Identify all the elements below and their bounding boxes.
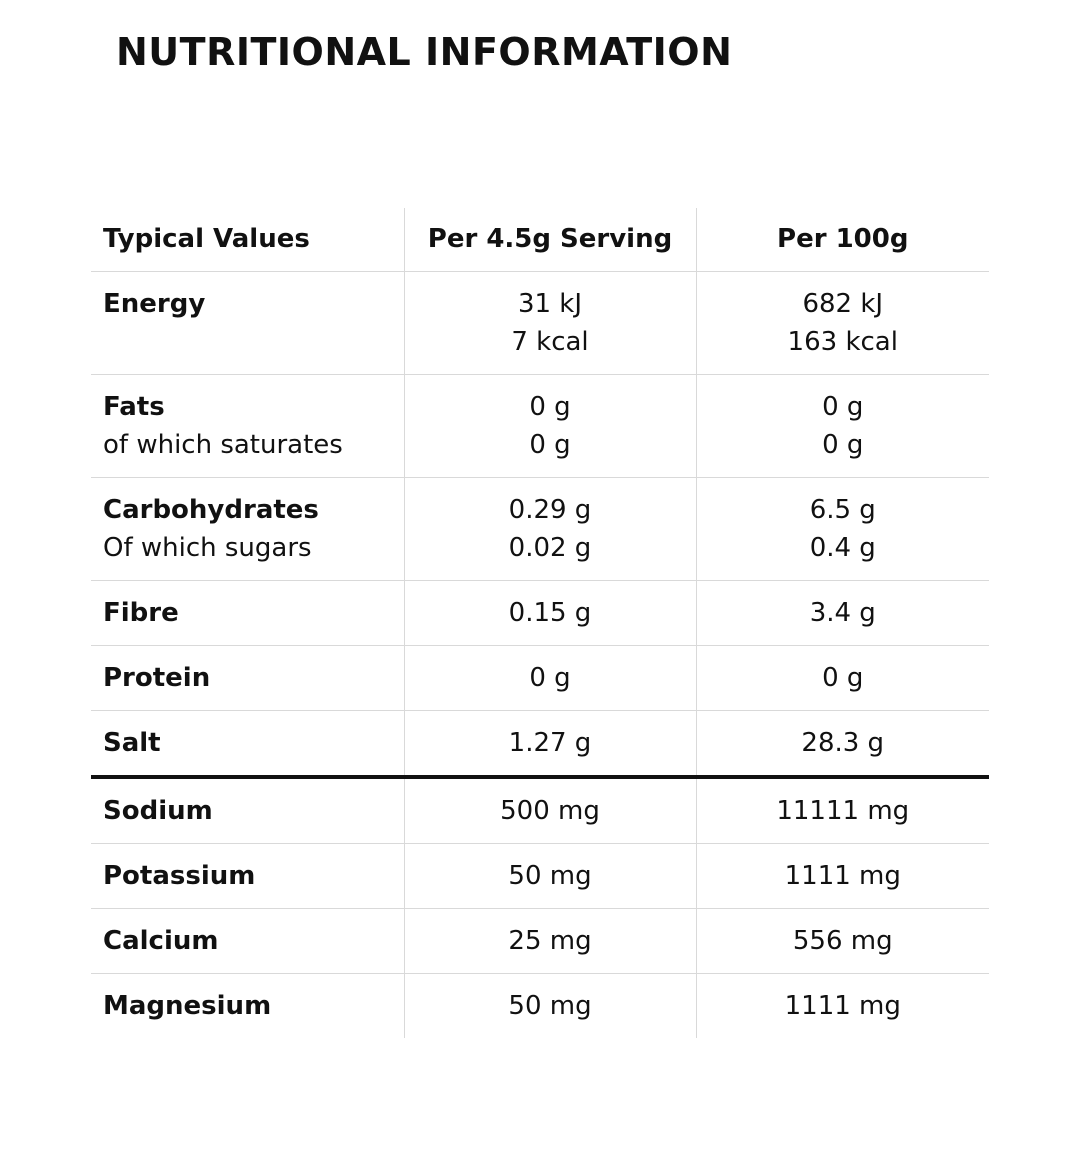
per-serving-value: 0 g xyxy=(529,429,571,460)
row-label xyxy=(91,477,404,580)
per-serving-cell xyxy=(404,374,696,477)
header-typical-values: Typical Values xyxy=(91,208,404,271)
row-label xyxy=(91,908,404,973)
per-100g-value: 11111 mg xyxy=(696,777,989,844)
per-serving-value: 0 g xyxy=(529,391,571,422)
nutrient-name: Salt xyxy=(103,727,161,758)
nutrition-table-container xyxy=(91,208,989,1038)
row-label xyxy=(91,580,404,645)
table-row-salt xyxy=(91,710,989,777)
page-title: NUTRITIONAL INFORMATION xyxy=(116,30,733,74)
nutrition-table xyxy=(91,208,989,1038)
row-label xyxy=(91,374,404,477)
per-serving-cell xyxy=(404,271,696,374)
header-per-serving: Per 4.5g Serving xyxy=(404,208,696,271)
per-100g-value: 28.3 g xyxy=(696,710,989,777)
nutrient-sub-name: of which saturates xyxy=(103,429,343,460)
nutrient-name: Energy xyxy=(103,288,206,319)
row-label xyxy=(91,973,404,1038)
nutrient-name: Magnesium xyxy=(103,990,272,1021)
per-serving-value: 1.27 g xyxy=(404,710,696,777)
nutrient-name: Fats xyxy=(103,391,165,422)
per-serving-value: 50 mg xyxy=(404,973,696,1038)
per-100g-cell xyxy=(696,374,989,477)
per-100g-value: 0 g xyxy=(822,429,864,460)
nutrient-name: Carbohydrates xyxy=(103,494,319,525)
row-label xyxy=(91,710,404,777)
per-100g-value: 1111 mg xyxy=(696,843,989,908)
header-per-100g: Per 100g xyxy=(696,208,989,271)
per-serving-value: 0.15 g xyxy=(404,580,696,645)
per-serving-value: 50 mg xyxy=(404,843,696,908)
nutrient-name: Calcium xyxy=(103,925,219,956)
row-label xyxy=(91,843,404,908)
table-row-carbohydrates xyxy=(91,477,989,580)
nutrient-name: Fibre xyxy=(103,597,179,628)
per-100g-value: 556 mg xyxy=(696,908,989,973)
nutrient-sub-name: Of which sugars xyxy=(103,532,312,563)
per-100g-value: 6.5 g xyxy=(809,494,876,525)
per-serving-value: 0.29 g xyxy=(508,494,592,525)
table-row-fibre xyxy=(91,580,989,645)
per-100g-value: 0 g xyxy=(696,645,989,710)
per-serving-value: 0.02 g xyxy=(508,532,592,563)
nutrient-name: Protein xyxy=(103,662,211,693)
per-serving-value: 25 mg xyxy=(404,908,696,973)
per-100g-value: 3.4 g xyxy=(696,580,989,645)
per-100g-value: 163 kcal xyxy=(787,326,898,357)
per-serving-value: 0 g xyxy=(404,645,696,710)
row-label xyxy=(91,777,404,844)
table-row-calcium xyxy=(91,908,989,973)
table-row-energy xyxy=(91,271,989,374)
table-row-sodium xyxy=(91,777,989,844)
per-100g-value: 0.4 g xyxy=(809,532,876,563)
per-100g-value: 682 kJ xyxy=(802,288,884,319)
nutrient-name: Potassium xyxy=(103,860,256,891)
table-row-protein xyxy=(91,645,989,710)
nutrient-name: Sodium xyxy=(103,795,213,826)
row-label xyxy=(91,645,404,710)
per-serving-value: 500 mg xyxy=(404,777,696,844)
table-row-potassium xyxy=(91,843,989,908)
table-row-fats xyxy=(91,374,989,477)
per-serving-cell xyxy=(404,477,696,580)
table-header-row xyxy=(91,208,989,271)
per-serving-value: 31 kJ xyxy=(517,288,583,319)
per-100g-cell xyxy=(696,477,989,580)
row-label xyxy=(91,271,404,374)
per-100g-value: 1111 mg xyxy=(696,973,989,1038)
per-100g-cell xyxy=(696,271,989,374)
per-100g-value: 0 g xyxy=(822,391,864,422)
per-serving-value: 7 kcal xyxy=(511,326,589,357)
table-row-magnesium xyxy=(91,973,989,1038)
